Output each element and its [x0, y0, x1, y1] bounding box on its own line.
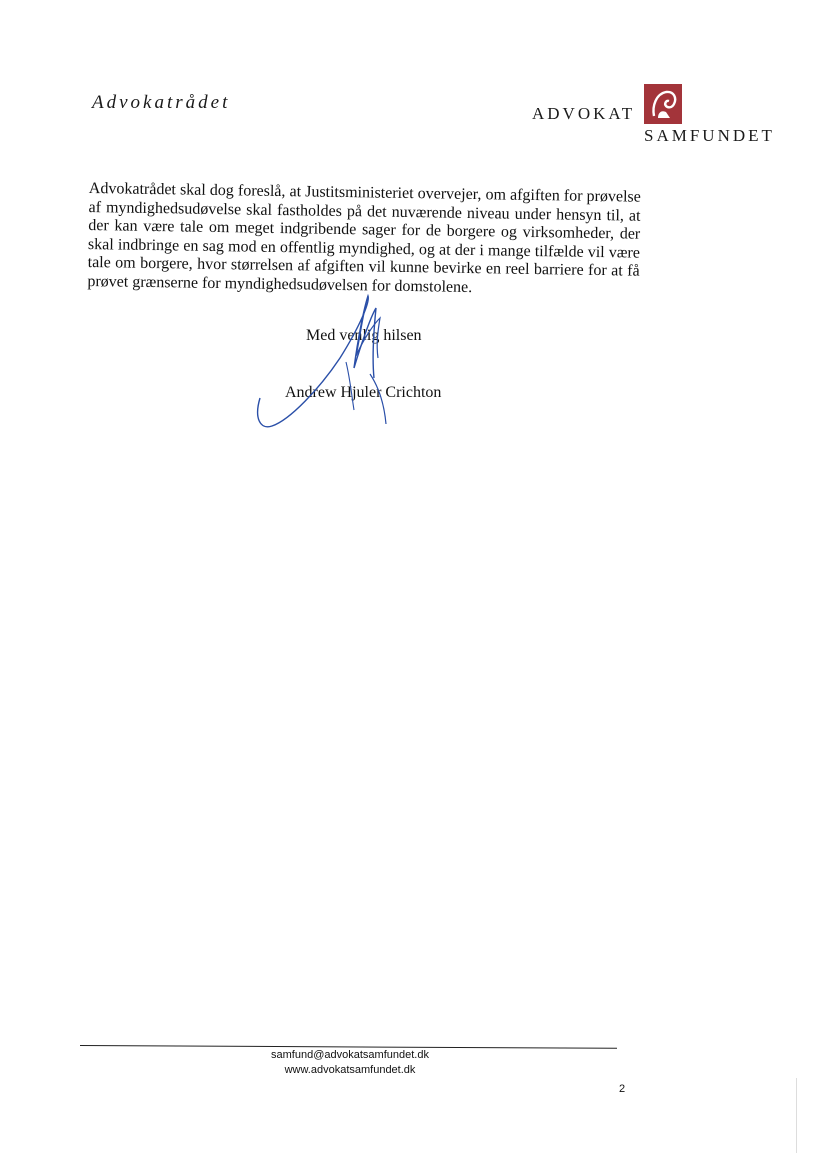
letter-closing: Med venlig hilsen [306, 327, 422, 344]
logo-text-advokat: ADVOKAT [532, 104, 636, 123]
scan-edge-mark [796, 1078, 797, 1153]
handwritten-signature [250, 278, 450, 438]
footer-email: samfund@advokatsamfundet.dk [271, 1049, 429, 1061]
logo-text-samfundet: SAMFUNDET [644, 126, 775, 145]
page-number: 2 [619, 1083, 626, 1095]
signer-name: Andrew Hjuler Crichton [285, 384, 442, 401]
advokatsamfundet-emblem-icon [644, 84, 682, 124]
letter-body-paragraph: Advokatrådet skal dog foreslå, at Justitsministeriet overvejer, om afgiften for prøvelse af myndighedsudøvelse skal fastholdes på det nuværende niveau under hensyn til, at der kan være tale om meget indgribende sager for de borgere og virksomheder, der skal indbringe en sag mod en offentlig myndighed, og at der i mange tilfælde vil være tale om borgere, hvor størrelsen af afgiften vil kunne bevirke en reel barriere for at få prøvet grænserne for myndighedsudøvelsen for domstolene. [87, 180, 641, 296]
footer-website: www.advokatsamfundet.dk [284, 1064, 416, 1076]
header-title: Advokatrådet [92, 92, 231, 113]
advokatsamfundet-logo [530, 84, 790, 148]
